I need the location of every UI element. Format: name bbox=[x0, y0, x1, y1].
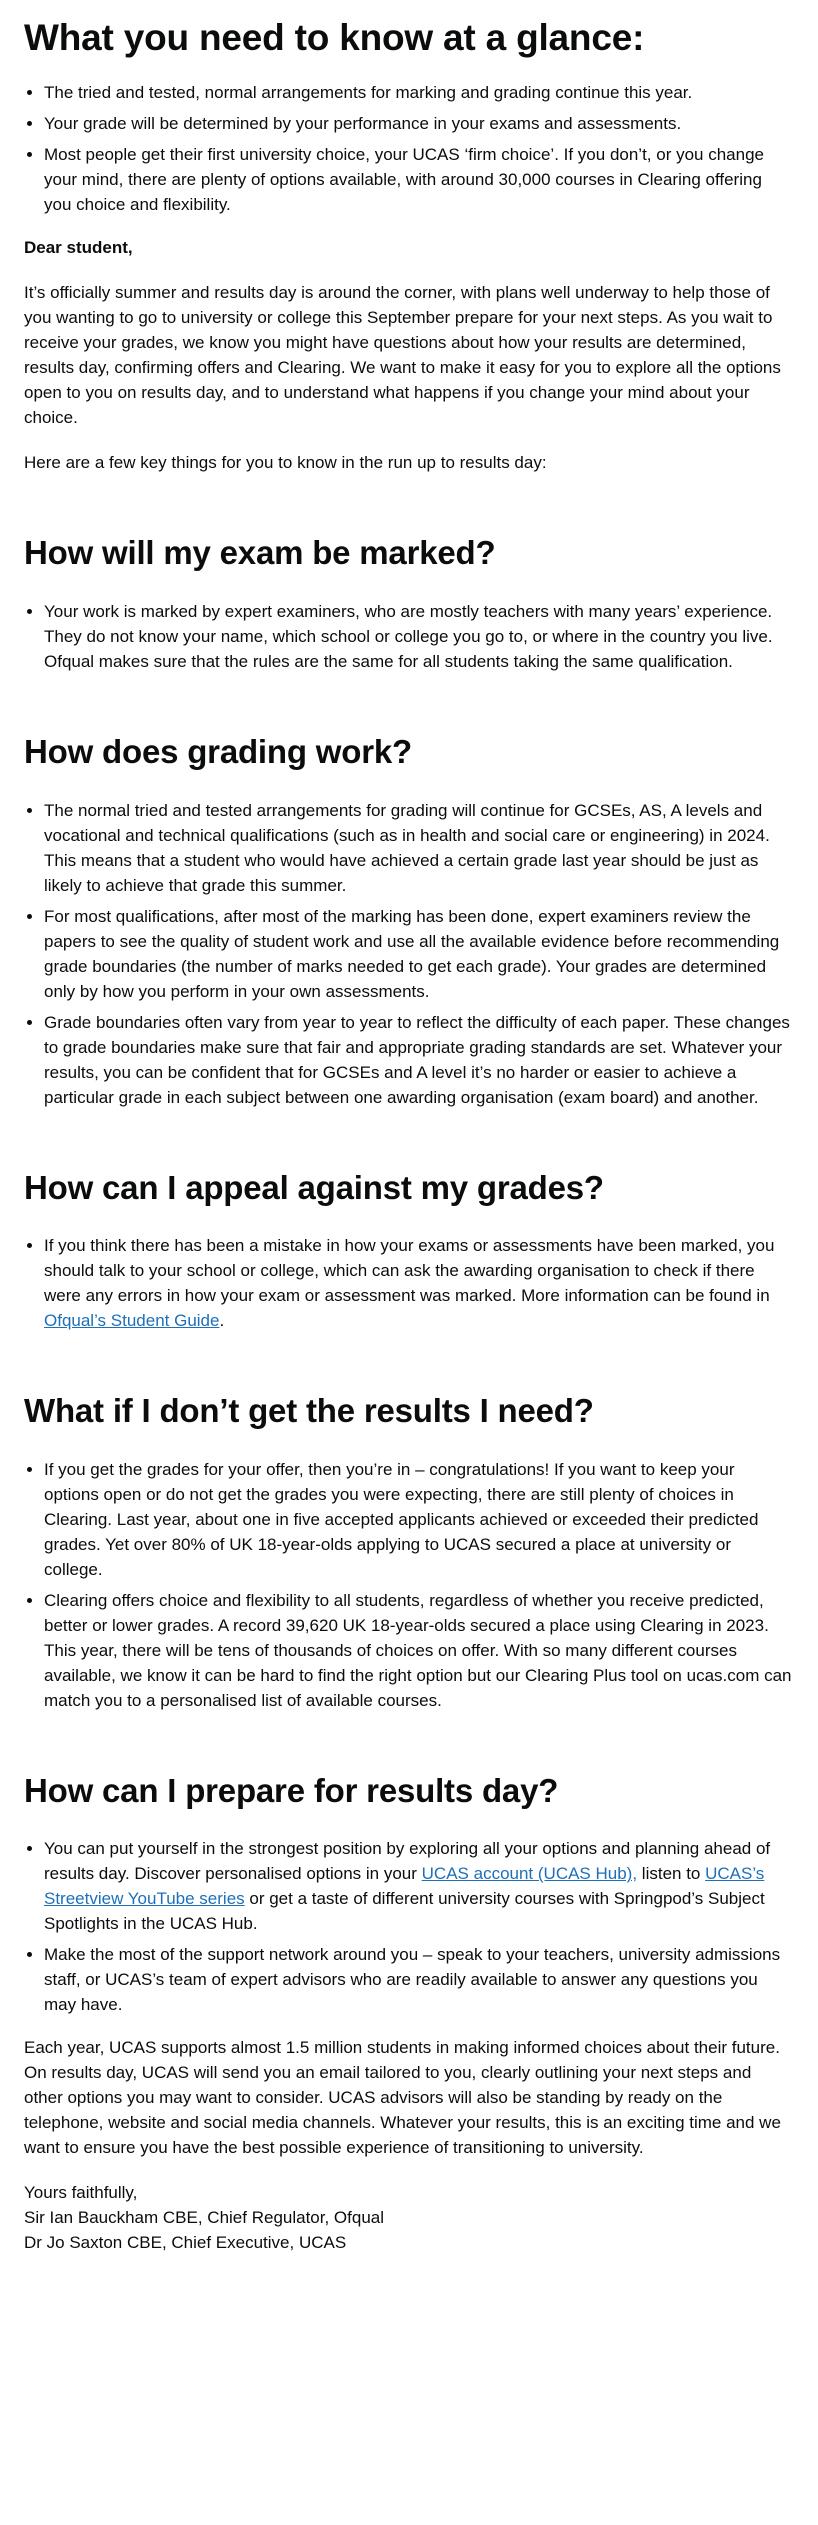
list-item: • Grade boundaries often vary from year to year to reflect the difficulty of each paper. These changes to grade boundaries make sure that fair and appropriate grading standards are set. Whatever your results, you can be confident that for GCSEs and A level it’s no harder or easier to achieve a particular grade in each subject between one awarding organisation (exam board) and another. bbox=[44, 1010, 794, 1110]
list-item: • Clearing offers choice and flexibility to all students, regardless of whether you receive predicted, better or lower grades. A record 39,620 UK 18-year-olds secured a place using Clearing in 2023. This year, there will be tens of thousands of choices on offer. With so many different courses available, we know it can be hard to find the right option but our Clearing Plus tool on ucas.com can match you to a personalised list of available courses. bbox=[44, 1588, 794, 1713]
appeal-text: If you think there has been a mistake in how your exams or assessments have been marked, you should talk to your school or college, which can ask the awarding organisation to check if there were any errors in how your exam or assessment was marked. More information can be found in bbox=[44, 1236, 775, 1306]
results-heading: What if I don’t get the results I need? bbox=[24, 1392, 594, 1430]
list-item: • If you get the grades for your offer, then you’re in – congratulations! If you want to keep your options open or do not get the grades you were expecting, there are still plenty of choices in Clearing. Last year, about one in five accepted applicants achieved or exceeded their predicted grades. Yet over 80% of UK 18-year-olds applying to UCAS secured a place at university or college. bbox=[44, 1457, 794, 1582]
salutation: Dear student, bbox=[24, 238, 133, 258]
prepare-list bbox=[24, 1836, 794, 2017]
prepare-heading: How can I prepare for results day? bbox=[24, 1771, 559, 1809]
intro-paragraph: It’s officially summer and results day is around the corner, with plans well underway to help those of you wanting to go to university or college this September prepare for your next steps. As you wait to receive your grades, we know you might have questions about how your results are determined, results day, confirming offers and Clearing. We want to make it easy for you to explore all the options open to you on results day, and to understand what happens if you change your mind about your choice. bbox=[24, 283, 781, 428]
signature-block bbox=[24, 2180, 794, 2255]
appeal-text-end: . bbox=[219, 1311, 225, 1331]
prepare-text: or get a taste of different university courses with Springpod’s Subject Spotlights in the UCAS Hub. bbox=[44, 1889, 765, 1934]
glance-heading: What you need to know at a glance: bbox=[24, 17, 645, 58]
list-item bbox=[44, 1233, 794, 1333]
marked-heading: How will my exam be marked? bbox=[24, 534, 496, 572]
prepare-text: listen to bbox=[637, 1864, 706, 1884]
streetview-youtube-link[interactable]: UCAS’s Streetview YouTube series bbox=[44, 1864, 765, 1909]
ucas-account-link[interactable]: UCAS account (UCAS Hub), bbox=[421, 1864, 638, 1884]
list-item: • For most qualifications, after most of the marking has been done, expert examiners review the papers to see the quality of student work and use all the available evidence before recommending grade boundaries (the number of marks needed to get each grade). Your grades are determined only by how you perform in your own assessments. bbox=[44, 904, 794, 1004]
grading-list bbox=[24, 798, 794, 1110]
marked-list bbox=[24, 599, 794, 674]
list-item: • Most people get their first university choice, your UCAS ‘firm choice’. If you don’t, or you change your mind, there are plenty of options available, with around 30,000 courses in Clearing offering you choice and flexibility. bbox=[44, 142, 794, 217]
glance-list bbox=[24, 80, 794, 217]
prepare-text: You can put yourself in the strongest position by exploring all your options and planning ahead of results day. Discover personalised options in your bbox=[44, 1839, 771, 1884]
list-item: • Your work is marked by expert examiners, who are mostly teachers with many years’ experience. They do not know your name, which school or college you go to, or where in the country you live. Ofqual makes sure that the rules are the same for all students taking the same qualification. bbox=[44, 599, 794, 674]
signer-ucas: Dr Jo Saxton CBE, Chief Executive, UCAS bbox=[24, 2233, 347, 2253]
appeal-list bbox=[24, 1233, 794, 1333]
ofqual-student-guide-link[interactable]: Ofqual’s Student Guide bbox=[44, 1311, 220, 1331]
list-item: • Make the most of the support network around you – speak to your teachers, university admissions staff, or UCAS’s team of expert advisors who are readily available to answer any questions you may have. bbox=[44, 1942, 794, 2017]
closing-paragraph: Each year, UCAS supports almost 1.5 million students in making informed choices about their future. On results day, UCAS will send you an email tailored to you, clearly outlining your next steps and other options you may want to consider. UCAS advisors will also be standing by ready on the telephone, website and social media channels. Whatever your results, this is an exciting time and we want to ensure you have the best possible experience of transitioning to university. bbox=[24, 2038, 781, 2158]
signer-ofqual: Sir Ian Bauckham CBE, Chief Regulator, Ofqual bbox=[24, 2208, 385, 2228]
list-item bbox=[44, 1836, 794, 1936]
lead-paragraph: Here are a few key things for you to know in the run up to results day: bbox=[24, 453, 547, 473]
results-list bbox=[24, 1457, 794, 1713]
signoff: Yours faithfully, bbox=[24, 2183, 138, 2203]
list-item: • The normal tried and tested arrangements for grading will continue for GCSEs, AS, A levels and vocational and technical qualifications (such as in health and social care or engineering) in 2024. This means that a student who would have achieved a certain grade last year should be just as likely to achieve that grade this summer. bbox=[44, 798, 794, 898]
appeal-heading: How can I appeal against my grades? bbox=[24, 1168, 604, 1206]
grading-heading: How does grading work? bbox=[24, 732, 412, 770]
list-item: • The tried and tested, normal arrangements for marking and grading continue this year. bbox=[44, 80, 794, 105]
list-item: • Your grade will be determined by your performance in your exams and assessments. bbox=[44, 111, 794, 136]
